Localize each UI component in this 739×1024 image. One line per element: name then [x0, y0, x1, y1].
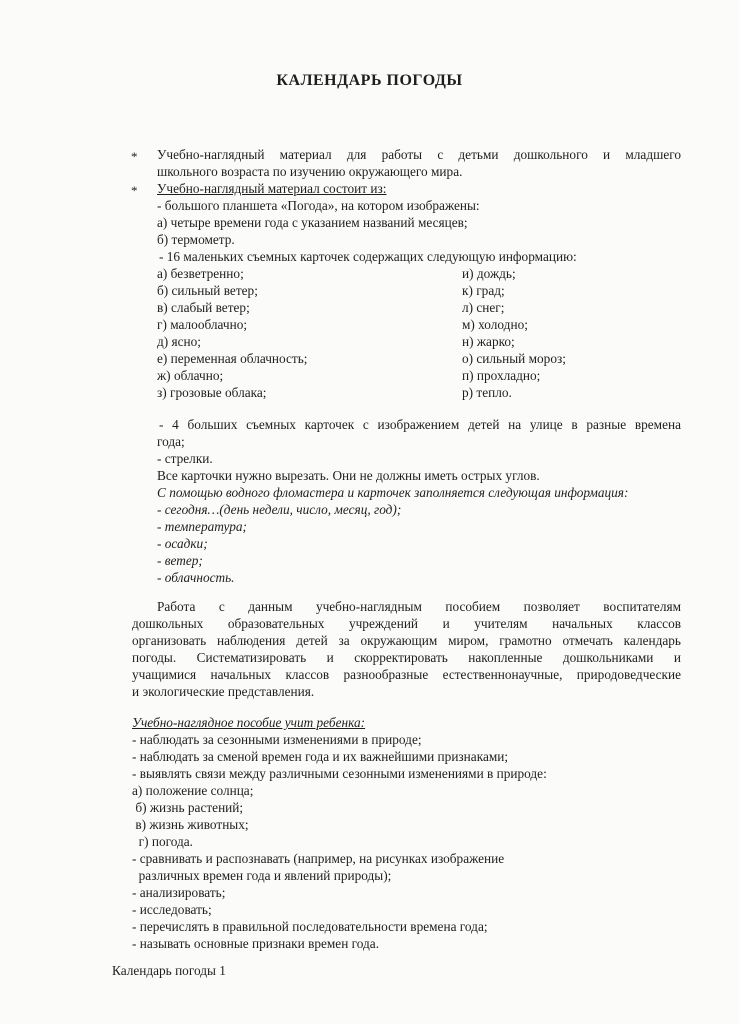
card-left-item: д) ясно; — [157, 334, 201, 349]
composition-heading: Учебно-наглядный материал состоит из: — [157, 181, 387, 196]
teaches-item: - выявлять связи между различными сезонными изменениями в природе: — [132, 766, 547, 781]
thermometer-line: б) термометр. — [157, 232, 235, 247]
bullet-star-2: * — [131, 183, 138, 198]
seasons-line: а) четыре времени года с указанием названий месяцев; — [157, 215, 468, 230]
teaches-heading: Учебно-наглядное пособие учит ребенка: — [132, 715, 366, 730]
teaches-item: различных времен года и явлений природы); — [132, 868, 392, 883]
card-left-item: б) сильный ветер; — [157, 283, 258, 298]
fill-item: - сегодня…(день недели, число, месяц, год); — [157, 502, 402, 517]
page-footer: Календарь погоды 1 — [112, 963, 226, 978]
card-right-item: л) снег; — [462, 300, 505, 315]
teaches-item: - сравнивать и распознавать (например, на рисунках изображение — [132, 851, 505, 866]
intro-line-1: Учебно-наглядный материал для работы с детьми дошкольного и младшего — [157, 147, 681, 162]
page-title: КАЛЕНДАРЬ ПОГОДЫ — [276, 72, 463, 89]
paragraph-line: организовать наблюдения детей за окружающим миром, грамотно отмечать календарь — [132, 633, 681, 648]
card-right-item: о) сильный мороз; — [462, 351, 566, 366]
paragraph-line: учащимися начальных классов разнообразные естественнонаучные, природоведческие — [132, 667, 681, 682]
card-left-item: е) переменная облачность; — [157, 351, 308, 366]
planshet-line: - большого планшета «Погода», на котором изображены: — [157, 198, 480, 213]
card-left-item: ж) облачно; — [157, 368, 224, 383]
arrows-line: - стрелки. — [157, 451, 213, 466]
teaches-item: - анализировать; — [132, 885, 226, 900]
teaches-item: - наблюдать за сменой времен года и их важнейшими признаками; — [132, 749, 509, 764]
big-cards-line-2: года; — [157, 434, 185, 449]
paragraph-line: дошкольных образовательных учреждений и учителям начальных классов — [132, 616, 681, 631]
fill-item: - облачность. — [157, 570, 235, 585]
card-right-item: н) жарко; — [462, 334, 515, 349]
fill-item: - ветер; — [157, 553, 203, 568]
card-left-item: в) слабый ветер; — [157, 300, 250, 315]
small-cards-line: - 16 маленьких съемных карточек содержащих следующую информацию: — [159, 249, 577, 264]
card-right-item: м) холодно; — [462, 317, 528, 332]
paragraph-line: Работа с данным учебно-наглядным пособием позволяет воспитателям — [157, 599, 681, 614]
teaches-item: - исследовать; — [132, 902, 212, 917]
card-right-item: п) прохладно; — [462, 368, 541, 383]
big-cards-line-1: - 4 больших съемных карточек с изображением детей на улице в разные времена — [159, 417, 681, 432]
teaches-item: б) жизнь растений; — [132, 800, 244, 815]
teaches-item: - называть основные признаки времен года. — [132, 936, 380, 951]
card-right-item: р) тепло. — [462, 385, 512, 400]
teaches-item: а) положение солнца; — [132, 783, 254, 798]
fill-item: - осадки; — [157, 536, 208, 551]
bullet-star-1: * — [131, 149, 138, 164]
cut-note: Все карточки нужно вырезать. Они не должны иметь острых углов. — [157, 468, 540, 483]
card-right-item: и) дождь; — [462, 266, 516, 281]
card-left-item: а) безветренно; — [157, 266, 244, 281]
fill-heading: С помощью водного фломастера и карточек заполняется следующая информация: — [157, 485, 629, 500]
card-right-item: к) град; — [462, 283, 505, 298]
paragraph-line: и экологические представления. — [132, 684, 315, 699]
paragraph-line: погоды. Систематизировать и скорректировать накопленные дошкольниками и — [132, 650, 681, 665]
teaches-item: - перечислять в правильной последовательности времена года; — [132, 919, 488, 934]
teaches-item: в) жизнь животных; — [132, 817, 249, 832]
card-left-item: г) малооблачно; — [157, 317, 248, 332]
teaches-item: г) погода. — [132, 834, 193, 849]
fill-item: - температура; — [157, 519, 247, 534]
card-left-item: з) грозовые облака; — [157, 385, 267, 400]
teaches-item: - наблюдать за сезонными изменениями в природе; — [132, 732, 422, 747]
intro-line-2: школьного возраста по изучению окружающего мира. — [157, 164, 463, 179]
